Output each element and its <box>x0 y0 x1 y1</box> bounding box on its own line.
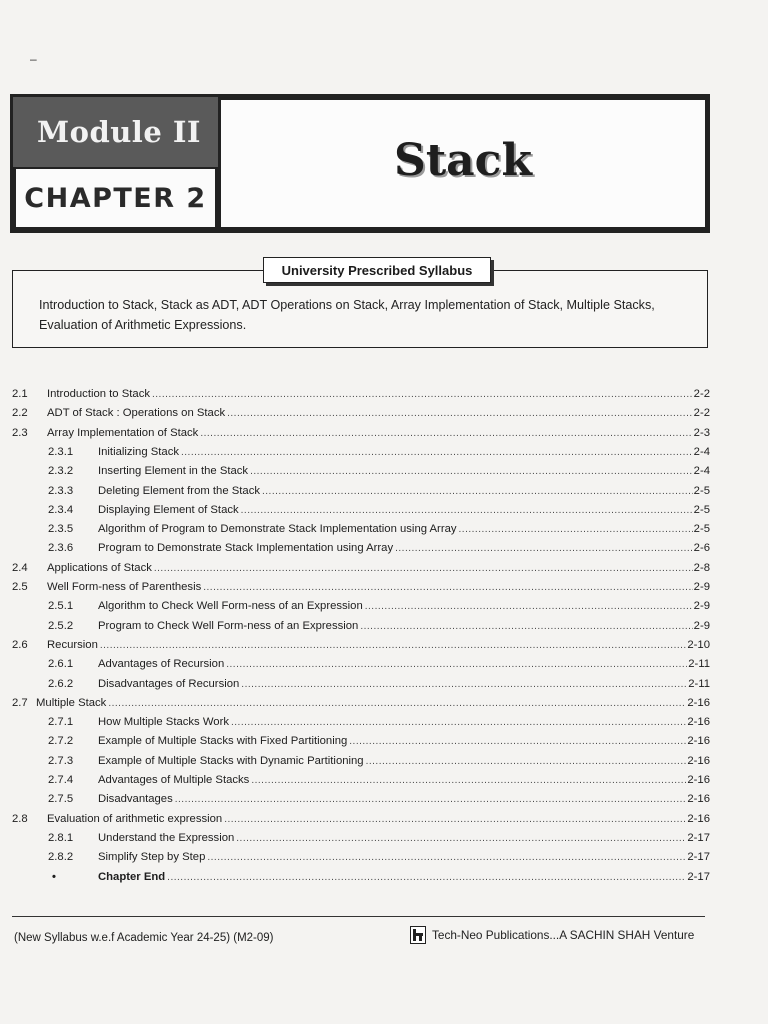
toc-leader-dots <box>224 814 686 825</box>
toc-title: How Multiple Stacks Work <box>98 716 229 729</box>
toc-page-number: 2-17 <box>687 870 710 883</box>
toc-number: 2.8 <box>12 812 28 825</box>
toc-page-number: 2-16 <box>687 735 710 748</box>
toc-number: 2.7.4 <box>48 774 74 786</box>
toc-title: Initializing Stack <box>98 445 179 458</box>
toc-entry <box>0 620 710 639</box>
toc-title: Disadvantages of Recursion <box>98 677 240 690</box>
toc-page-number: 2-3 <box>693 426 710 439</box>
toc-title: Chapter End <box>98 870 166 883</box>
module-box <box>13 97 218 167</box>
toc-title: Introduction to Stack <box>47 388 150 400</box>
toc-leader-dots <box>395 543 693 554</box>
publisher-text: Tech-Neo Publications...A SACHIN SHAH Venture <box>432 928 695 942</box>
toc-page-number: 2-6 <box>693 542 710 555</box>
toc-entry <box>0 485 710 504</box>
toc-leader-dots <box>262 486 693 497</box>
toc-entry <box>0 639 710 658</box>
toc-title: Evaluation of arithmetic expression <box>47 812 223 825</box>
toc-page-number: 2-9 <box>693 600 710 613</box>
toc-entry <box>0 562 710 581</box>
toc-page-number: 2-16 <box>687 754 710 767</box>
toc-page-number: 2-2 <box>693 407 710 420</box>
toc-number: • <box>52 870 56 883</box>
toc-page-number: 2-16 <box>687 793 710 806</box>
toc-title: Example of Multiple Stacks with Fixed Partitioning <box>98 735 348 748</box>
toc-page-number: 2-11 <box>688 677 710 690</box>
chapter-box <box>16 169 215 227</box>
toc-leader-dots <box>349 736 686 747</box>
toc-entry <box>0 427 710 446</box>
toc-leader-dots <box>250 466 693 477</box>
toc-page-number: 2-4 <box>693 445 710 458</box>
footer-edition-note: (New Syllabus w.e.f Academic Year 24-25) (M2-09) <box>14 932 274 944</box>
footer-publisher <box>410 926 694 944</box>
toc-title: Disadvantages <box>98 793 173 806</box>
toc-title: Algorithm of Program to Demonstrate Stack Implementation using Array <box>98 523 457 536</box>
toc-number: 2.7.1 <box>48 716 74 729</box>
toc-leader-dots <box>236 833 686 844</box>
toc-title: Advantages of Multiple Stacks <box>98 774 250 786</box>
toc-entry <box>0 600 710 619</box>
toc-leader-dots <box>459 524 693 535</box>
toc-title: Program to Demonstrate Stack Implementation using Array <box>98 542 394 555</box>
title-box <box>221 100 705 227</box>
toc-page-number: 2-8 <box>693 561 710 574</box>
toc-leader-dots <box>154 563 693 574</box>
toc-entry <box>0 735 710 754</box>
chapter-header <box>10 94 710 233</box>
toc-leader-dots <box>366 756 687 767</box>
toc-title: Deleting Element from the Stack <box>98 484 260 497</box>
toc-number: 2.3.1 <box>48 445 74 458</box>
syllabus-label: University Prescribed Syllabus <box>263 257 491 283</box>
footer-divider <box>12 916 705 917</box>
toc-title: Understand the Expression <box>98 831 235 844</box>
toc-number: 2.6.2 <box>48 677 74 690</box>
toc-entry <box>0 542 710 561</box>
chapter-label: CHAPTER 2 <box>24 182 207 214</box>
toc-leader-dots <box>226 659 687 670</box>
toc-number: 2.5 <box>12 581 28 593</box>
toc-number: 2.5.2 <box>48 619 74 632</box>
toc-leader-dots <box>167 872 686 883</box>
chapter-title: Stack <box>394 135 532 186</box>
margin-mark: – <box>30 52 37 66</box>
toc-leader-dots <box>100 640 687 651</box>
toc-page-number: 2-16 <box>687 812 710 825</box>
toc-page-number: 2-10 <box>687 638 710 651</box>
publisher-logo-icon <box>410 926 426 944</box>
toc-number: 2.3.6 <box>48 542 74 555</box>
toc-page-number: 2-9 <box>693 581 710 593</box>
toc-number: 2.6.1 <box>48 658 74 671</box>
toc-entry <box>0 407 710 426</box>
toc-number: 2.3.2 <box>48 465 74 478</box>
toc-entry <box>0 658 710 677</box>
toc-entry <box>0 581 710 600</box>
toc-number: 2.1 <box>12 388 28 400</box>
toc-page-number: 2-11 <box>688 658 710 671</box>
toc-leader-dots <box>181 447 693 458</box>
toc-page-number: 2-5 <box>693 503 710 516</box>
toc-title: Array Implementation of Stack <box>47 426 199 439</box>
toc-entry <box>0 813 710 832</box>
toc-entry <box>0 755 710 774</box>
toc-number: 2.8.1 <box>48 831 74 844</box>
toc-page-number: 2-16 <box>687 716 710 729</box>
toc-leader-dots <box>241 505 693 516</box>
toc-title: Well Form-ness of Parenthesis <box>47 581 202 593</box>
toc-entry <box>0 465 710 484</box>
toc-title: Program to Check Well Form-ness of an Expression <box>98 619 359 632</box>
toc-entry <box>0 774 710 793</box>
toc-title: Inserting Element in the Stack <box>98 465 249 478</box>
toc-entry <box>0 697 710 716</box>
toc-leader-dots <box>227 408 693 419</box>
toc-entry <box>0 504 710 523</box>
toc-page-number: 2-5 <box>693 484 710 497</box>
toc-leader-dots <box>152 389 693 400</box>
toc-entry <box>0 523 710 542</box>
toc-title: Recursion <box>47 638 98 651</box>
toc-leader-dots <box>203 582 692 593</box>
toc-entry <box>0 871 710 890</box>
toc-number: 2.7 <box>12 696 28 709</box>
toc-leader-dots <box>251 775 686 786</box>
toc-number: 2.3.3 <box>48 484 74 497</box>
toc-leader-dots <box>365 601 693 612</box>
toc-title: Advantages of Recursion <box>98 658 225 671</box>
toc-number: 2.3.5 <box>48 523 74 536</box>
toc-leader-dots <box>231 717 686 728</box>
toc-entry <box>0 388 710 407</box>
toc-title: Multiple Stack <box>36 696 107 709</box>
toc-title: Algorithm to Check Well Form-ness of an Expression <box>98 600 363 613</box>
syllabus-text: Introduction to Stack, Stack as ADT, ADT Operations on Stack, Array Implementation of Stack, Multiple Stacks, Evaluation of Arithmetic Expressions. <box>39 298 655 332</box>
toc-leader-dots <box>108 698 686 709</box>
toc-number: 2.5.1 <box>48 600 74 613</box>
toc-title: Applications of Stack <box>47 561 152 574</box>
toc-leader-dots <box>200 428 692 439</box>
toc-leader-dots <box>207 852 686 863</box>
toc-title: ADT of Stack : Operations on Stack <box>47 407 226 420</box>
toc-number: 2.7.5 <box>48 793 74 806</box>
toc-page-number: 2-16 <box>687 696 710 709</box>
toc-page-number: 2-17 <box>687 831 710 844</box>
toc-number: 2.4 <box>12 561 28 574</box>
toc-leader-dots <box>175 794 687 805</box>
toc-number: 2.2 <box>12 407 28 420</box>
toc-entry <box>0 793 710 812</box>
toc-number: 2.8.2 <box>48 851 74 864</box>
toc-page-number: 2-5 <box>693 523 710 536</box>
toc-entry <box>0 678 710 697</box>
toc-number: 2.6 <box>12 638 28 651</box>
toc-title: Simplify Step by Step <box>98 851 206 864</box>
toc-page-number: 2-2 <box>693 388 710 400</box>
module-label: Module II <box>37 115 201 149</box>
syllabus-box <box>12 262 708 348</box>
toc-leader-dots <box>241 679 687 690</box>
toc-number: 2.3.4 <box>48 503 74 516</box>
toc-entry <box>0 851 710 870</box>
toc-entry <box>0 446 710 465</box>
toc-number: 2.7.3 <box>48 754 74 767</box>
toc-page-number: 2-17 <box>687 851 710 864</box>
toc-entry <box>0 716 710 735</box>
toc-page-number: 2-16 <box>687 774 710 786</box>
toc-entry <box>0 832 710 851</box>
toc-title: Displaying Element of Stack <box>98 503 239 516</box>
toc-page-number: 2-9 <box>693 619 710 632</box>
toc-title: Example of Multiple Stacks with Dynamic Partitioning <box>98 754 364 767</box>
toc-leader-dots <box>360 621 692 632</box>
toc-number: 2.3 <box>12 426 28 439</box>
toc-page-number: 2-4 <box>693 465 710 478</box>
toc-number: 2.7.2 <box>48 735 74 748</box>
